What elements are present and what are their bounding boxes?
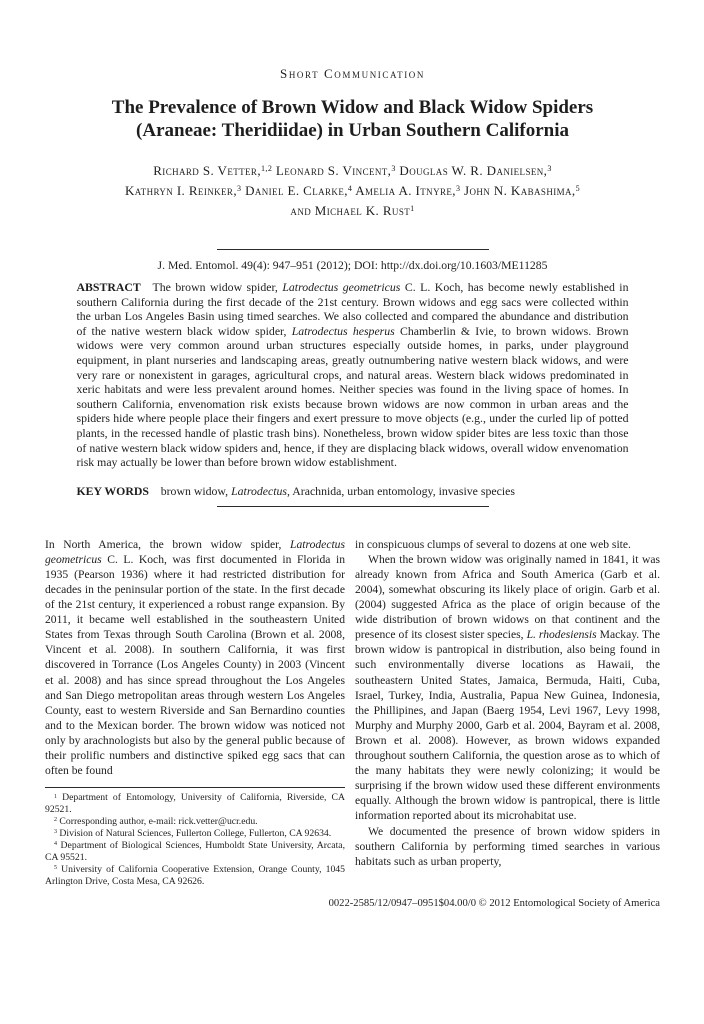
left-column <box>45 537 345 888</box>
right-column <box>355 537 660 888</box>
author-line-3: and Michael K. Rust$^1$ <box>290 203 415 218</box>
divider-rule-top <box>217 249 489 250</box>
abstract-paragraph: ABSTRACT The brown widow spider, Latrodectus geometricus C. L. Koch, has become newly established in southern California during the first decade of the 21st century. Brown widows and egg sacs were collected within the urban Los Angeles Basin using timed searches. We also collected and compared the abundance and distribution of the native western black widow spider, Latrodectus hesperus Chamberlin & Ivie, to brown widows. Brown widows were very common around urban structures especially outside homes, in parks, under playground equipment, in plant nurseries and landscaping areas, greatly outnumbering native western black widows, and were very rare or nonexistent in garages, agricultural crops, and natural areas. Western black widows predominated in xeric habitats and were less prevalent around homes. Neither species was found in the living space of homes. In southern California, envenomation risk exists because brown widows are now common in urban areas and the spiders hide where people place their fingers and exert pressure to move objects (e.g., under the curled lip of potted plants, in the recessed handle of plastic trash bins). Nonetheless, brown widow spider bites are less toxic than those of native western black widow spiders and, hence, if they are displacing black widows, overall widow envenomation risk may actually be lower than before brown widow establishment. <box>76 280 629 470</box>
author-line-1: Richard S. Vetter,$^{1,2}$ Leonard S. Vincent,$^3$ Douglas W. R. Danielsen,$^3$ <box>153 163 552 178</box>
body-paragraph-4: We documented the presence of brown widow spiders in southern California by performing timed searches in various habitats such as urban property, <box>355 824 660 868</box>
citation-line: J. Med. Entomol. 49(4): 947–951 (2012); DOI: http://dx.doi.org/10.1603/ME11285 <box>157 259 548 272</box>
author-line-2: Kathryn I. Reinker,$^3$ Daniel E. Clarke,$^4$ Amelia A. Itnyre,$^3$ John N. Kabashima,$^5$ <box>124 183 581 198</box>
author-list <box>45 161 660 221</box>
body-columns <box>45 537 660 888</box>
footnote-5: $^5$ University of California Cooperative Extension, Orange County, 1045 Arlington Drive, Costa Mesa, CA 92626. <box>45 863 345 887</box>
abstract-section <box>77 280 629 499</box>
footnote-2: $^2$ Corresponding author, e-mail: rick.vetter@ucr.edu. <box>54 816 258 828</box>
body-paragraph-1: In North America, the brown widow spider, Latrodectus geometricus C. L. Koch, was first documented in Florida in 1935 (Pearson 1936) where it had restricted distribution for decades in the peninsular portion of the state. In the first decade of the 21st century, it experienced a robust range expansion. By 2011, it became well established in the southeastern United States from Texas through South Carolina (Brown et al. 2008, Vincent et al. 2008). In southern California, it was first discovered in Torrance (Los Angeles County) in 2003 (Vincent et al. 2008) and has since spread throughout the Los Angeles and San Diego metropolitan areas through western Los Angeles County, east to western Riverside and San Bernardino counties and to the Mexican border. The brown widow was noticed not only by arachnologists but also by the general public because of their prolific numbers and distinctive spiked egg sacs that can often be found <box>45 537 345 778</box>
footnote-3: $^3$ Division of Natural Sciences, Fullerton College, Fullerton, CA 92634. <box>54 827 332 839</box>
footnote-1: $^1$ Department of Entomology, University of California, Riverside, CA 92521. <box>45 792 345 816</box>
article-title <box>45 96 660 142</box>
body-paragraph-3: When the brown widow was originally named in 1841, it was already known from Africa and South America (Garb et al. 2004), somewhat obscuring its likely place of origin. Garb et al. (2004) suggested Africa as the place of origin because of the wide distribution of brown widows on that continent and the presence of its closest sister species, L. rhodesiensis Mackay. The brown widow is pantropical in distribution, also being found in such environmentally diverse locations as Hawaii, the southeastern United States, Jamaica, Bermuda, Haiti, Cuba, Israel, Turkey, India, Australia, Papua New Guinea, Indonesia, the Phillipines, and Japan (Baerg 1954, Levi 1967, Levy 1998, Murphy and Murphy 2000, Garb et al. 2004, Bayram et al. 2008, Brown et al. 2008). However, as brown widows expanded throughout southern California, the question arose as to which of the many habitats they were newly colonizing; it would be surprising if the brown widow used these different environments equally. Although the brown widow is pantropical, there is little information reported about its microhabitat use. <box>355 552 660 823</box>
body-paragraph-2: in conspicuous clumps of several to dozens at one web site. <box>355 537 631 551</box>
divider-rule-keywords <box>217 506 489 507</box>
keywords-line: KEY WORDS brown widow, Latrodectus, Arachnida, urban entomology, invasive species <box>76 483 515 498</box>
issn-copyright-line: 0022-2585/12/0947–0951$04.00/0 © 2012 Entomological Society of America <box>328 898 660 910</box>
section-label: Short Communication <box>279 66 425 81</box>
footnote-block <box>45 787 345 887</box>
title-line-2: (Araneae: Theridiidae) in Urban Southern California <box>136 120 569 141</box>
title-line-1: The Prevalence of Brown Widow and Black Widow Spiders <box>111 97 594 118</box>
footnote-4: $^4$ Department of Biological Sciences, Humboldt State University, Arcata, CA 95521. <box>45 839 345 863</box>
footnote-rule <box>45 787 345 788</box>
